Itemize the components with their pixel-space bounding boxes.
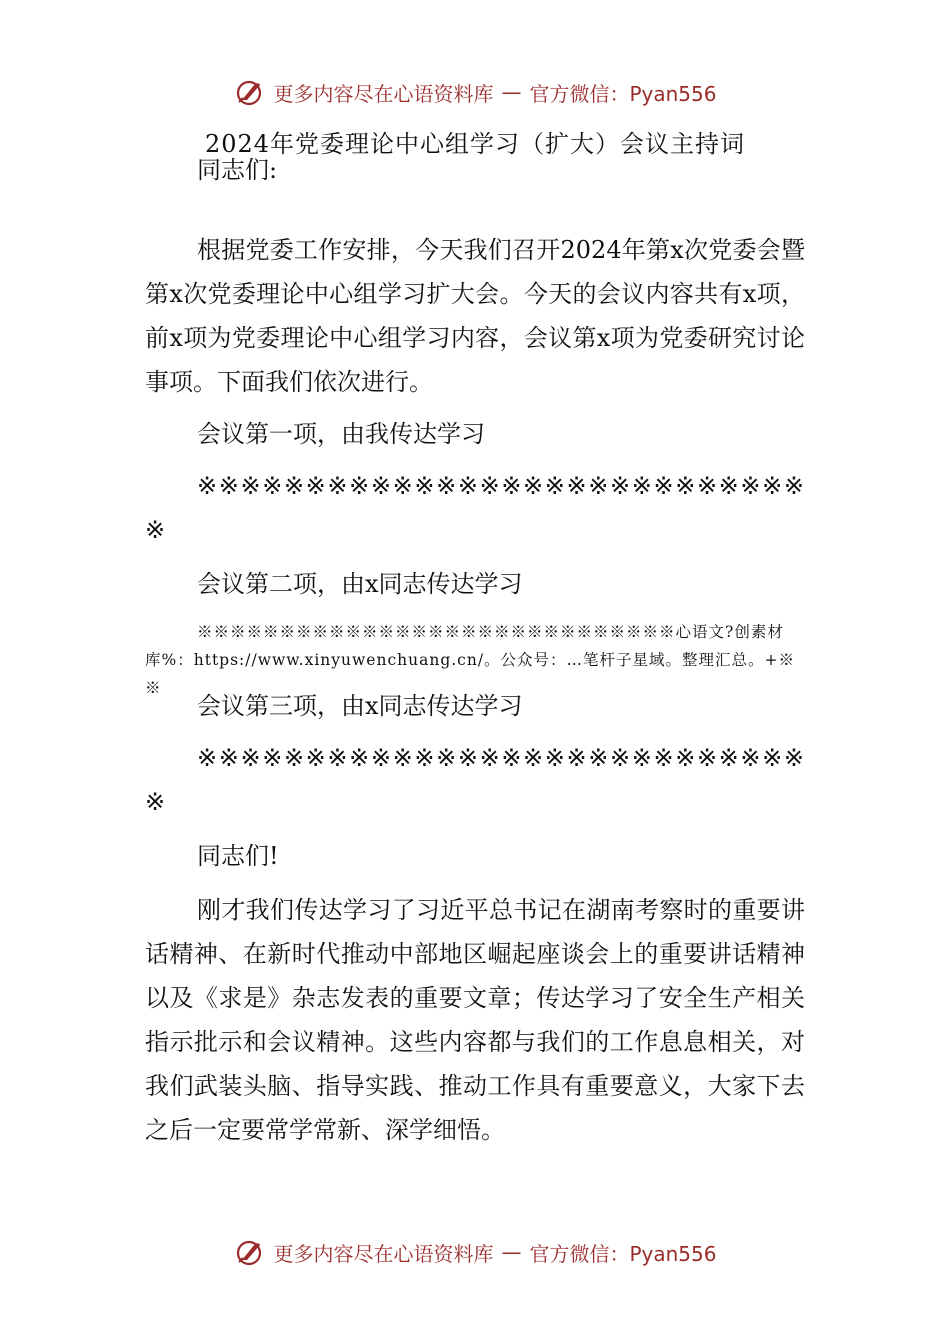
document-title: 2024年党委理论中心组学习（扩大）会议主持词 [204, 130, 746, 158]
item3-heading: 会议第三项，由x同志传达学习 [197, 692, 523, 720]
item2-heading: 会议第二项，由x同志传达学习 [197, 570, 523, 598]
item1-heading: 会议第一项，由我传达学习 [197, 420, 485, 448]
item1-content: ※※※※※※※※※※※※※※※※※※※※※※※※※※※※※ [145, 472, 805, 544]
banner-inner [233, 76, 716, 108]
banner-text: 更多内容尽在心语资料库 [273, 81, 494, 106]
banner-wechat: 官方微信：Pyan556 [529, 1241, 717, 1266]
quill-circle-icon [233, 76, 265, 108]
item2-content: ※※※※※※※※※※※※※※※※※※※※※※※※※※※※※心语文?创素材库%：https://www.xinyuwenchuang.cn/。公众号：…笔杆子星域。整理汇总。+※※ [145, 623, 796, 697]
banner-wechat: 官方微信：Pyan556 [529, 81, 717, 106]
item3-content: ※※※※※※※※※※※※※※※※※※※※※※※※※※※※※ [145, 744, 805, 816]
closing-paragraph: 刚才我们传达学习了习近平总书记在湖南考察时的重要讲话精神、在新时代推动中部地区崛起座谈会上的重要讲话精神以及《求是》杂志发表的重要文章；传达学习了安全生产相关指示批示和会议精神。这些内容都与我们的工作息息相关，对我们武装头脑、指导实践、推动工作具有重要意义，大家下去之后一定要常学常新、深学细悟。 [145, 896, 805, 1144]
header-banner [0, 72, 950, 112]
intro-paragraph: 根据党委工作安排，今天我们召开2024年第x次党委会暨第x次党委理论中心组学习扩大会。今天的会议内容共有x项，前x项为党委理论中心组学习内容，会议第x项为党委研究讨论事项。下面我们依次进行。 [145, 236, 805, 396]
quill-circle-icon [233, 1236, 265, 1268]
banner-inner-bottom [233, 1236, 716, 1268]
banner-separator: — [501, 80, 522, 104]
banner-separator: — [501, 1240, 522, 1264]
greeting-closing: 同志们! [197, 842, 279, 870]
greeting-opening: 同志们: [197, 156, 278, 184]
banner-text: 更多内容尽在心语资料库 [273, 1241, 494, 1266]
footer-banner [0, 1232, 950, 1272]
